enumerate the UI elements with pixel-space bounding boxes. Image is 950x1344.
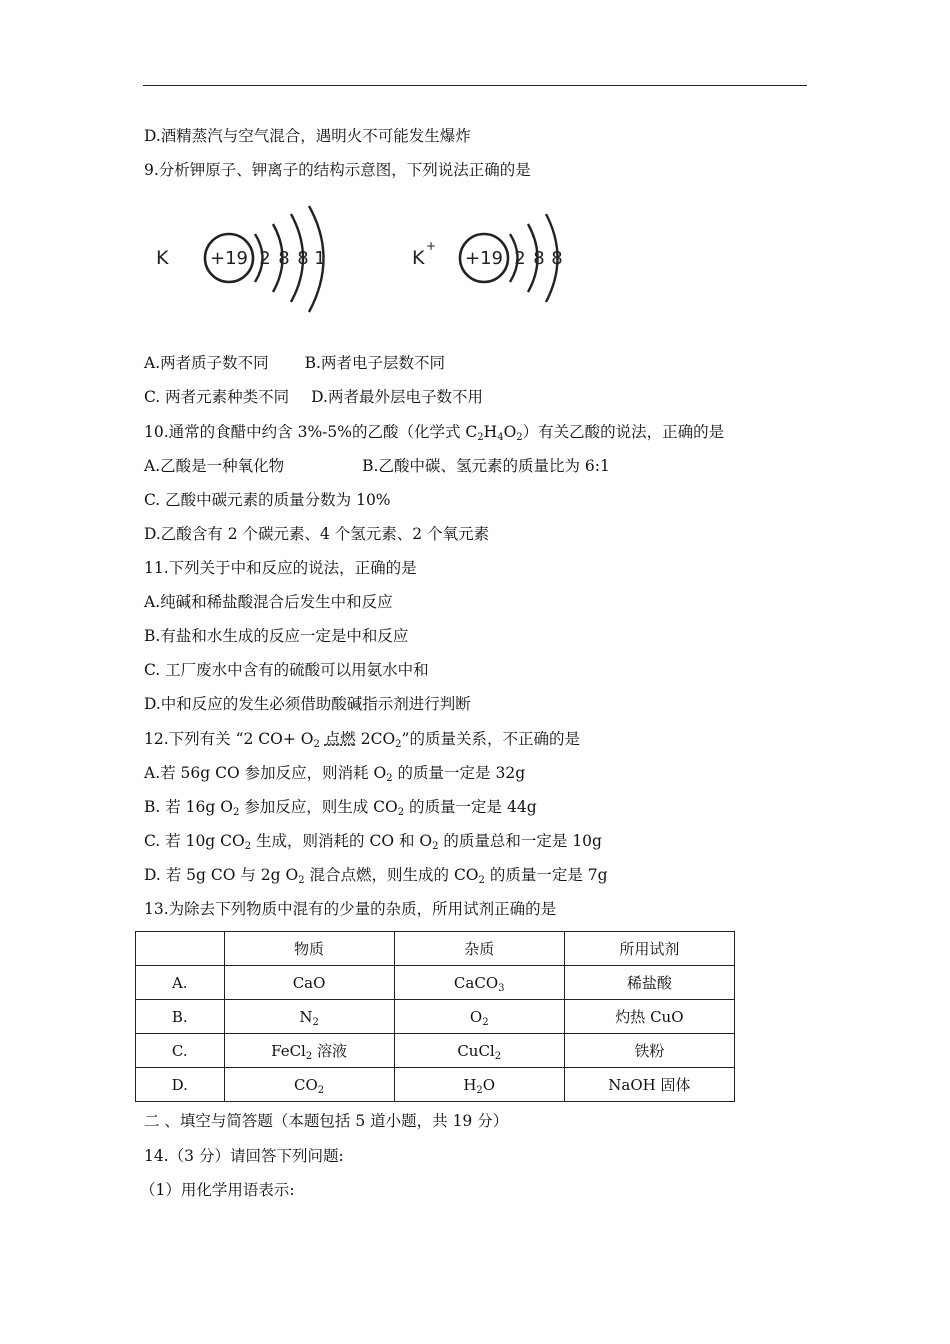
reagent-cell: 铁粉 [564,1034,734,1068]
substance-cell: CaO [224,966,394,1000]
atom-shell-4: 1 [314,248,326,269]
ion-shell-1: 2 [514,248,526,269]
header-rule [143,85,807,86]
q9-options-cd [144,387,483,407]
section-2-heading: 二 、填空与简答题（本题包括 5 道小题，共 19 分） [144,1112,509,1130]
ion-symbol: K [412,247,425,269]
q10-option-d: D.乙酸含有 2 个碳元素、4 个氢元素、2 个氧元素 [144,525,490,543]
q10-option-a: A.乙酸是一种氧化物 [144,457,285,475]
table-header-cell: 杂质 [394,932,564,966]
q12-option-c: C. 若 10g $CO_2$ 生成，则消耗的 CO 和 $O_2$ 的质量总和一定是 10g [144,832,602,852]
row-label: D. [136,1068,225,1102]
table-row [136,1068,735,1102]
row-label: C. [136,1034,225,1068]
q10-stem: 10.通常的食醋中约含 3%-5%的乙酸（化学式 $C_2H_4O_2$）有关乙酸的说法，正确的是 [144,423,725,443]
impurity-cell: $H_2O$ [394,1068,564,1102]
impurity-cell: $O_2$ [394,1000,564,1034]
reaction-condition: 点燃 [324,730,356,748]
q9-option-c: C. 两者元素种类不同 [144,388,290,406]
table-header-cell: 物质 [224,932,394,966]
q11-option-c: C. 工厂废水中含有的硫酸可以用氨水中和 [144,661,429,679]
table-row [136,966,735,1000]
q12-option-a: A.若 56g CO 参加反应，则消耗 $O_2$ 的质量一定是 32g [144,764,526,784]
q11-stem: 11.下列关于中和反应的说法，正确的是 [144,559,417,577]
table-row [136,1034,735,1068]
q14-stem: 14.（3 分）请回答下列问题: [144,1147,344,1165]
table-header-cell: 所用试剂 [564,932,734,966]
atom-structure-diagram [144,196,604,326]
atom-shell-1: 2 [259,248,271,269]
row-label: B. [136,1000,225,1034]
table-header-cell [136,932,225,966]
potassium-ion-diagram [412,214,563,302]
ion-nucleus: +19 [465,248,503,269]
ion-shell-2: 8 [533,248,545,269]
q10-options-ab [144,456,610,476]
atom-nucleus: +19 [210,248,248,269]
reagent-cell: 灼热 CuO [564,1000,734,1034]
q11-option-a: A.纯碱和稀盐酸混合后发生中和反应 [144,593,393,611]
row-label: A. [136,966,225,1000]
reagent-table [135,931,735,1102]
q9-options-ab [144,353,445,373]
q12-option-b: B. 若 16g $O_2$ 参加反应，则生成 $CO_2$ 的质量一定是 44g [144,798,537,818]
reagent-cell: 稀盐酸 [564,966,734,1000]
q9-option-b: B.两者电子层数不同 [304,354,445,372]
atom-shell-2: 8 [278,248,290,269]
q11-option-d: D.中和反应的发生必须借助酸碱指示剂进行判断 [144,695,471,713]
table-row [136,1000,735,1034]
q12-stem: 12.下列有关 “2 $CO+ O_2$ 点燃 $2CO_2$”的质量关系，不正确的是 [144,730,580,750]
atom-symbol: K [156,247,169,269]
q12-option-d: D. 若 5g CO 与 2g $O_2$ 混合点燃，则生成的 $CO_2$ 的质量一定是 7g [144,866,608,886]
q9-stem: 9.分析钾原子、钾离子的结构示意图，下列说法正确的是 [144,161,531,179]
substance-cell: $CO_2$ [224,1068,394,1102]
substance-cell: $N_2$ [224,1000,394,1034]
reagent-cell: NaOH 固体 [564,1068,734,1102]
table-header-row [136,932,735,966]
impurity-cell: CuCl$_2$ [394,1034,564,1068]
q9-option-d: D.两者最外层电子数不用 [311,388,483,406]
atom-shell-3: 8 [297,248,309,269]
q11-option-b: B.有盐和水生成的反应一定是中和反应 [144,627,409,645]
q14-part-1: （1）用化学用语表示: [140,1181,295,1199]
potassium-atom-diagram [156,206,326,312]
q9-option-a: A.两者质子数不同 [144,354,269,372]
q10-option-c: C. 乙酸中碳元素的质量分数为 10% [144,491,391,509]
substance-cell: FeCl$_2$ 溶液 [224,1034,394,1068]
q13-stem: 13.为除去下列物质中混有的少量的杂质，所用试剂正确的是 [144,900,557,918]
q8-option-d: D.酒精蒸汽与空气混合，遇明火不可能发生爆炸 [144,127,471,145]
ion-shell-3: 8 [551,248,563,269]
impurity-cell: CaCO$_3$ [394,966,564,1000]
ion-charge: + [426,239,437,253]
q10-option-b: B.乙酸中碳、氢元素的质量比为 6:1 [362,457,610,475]
